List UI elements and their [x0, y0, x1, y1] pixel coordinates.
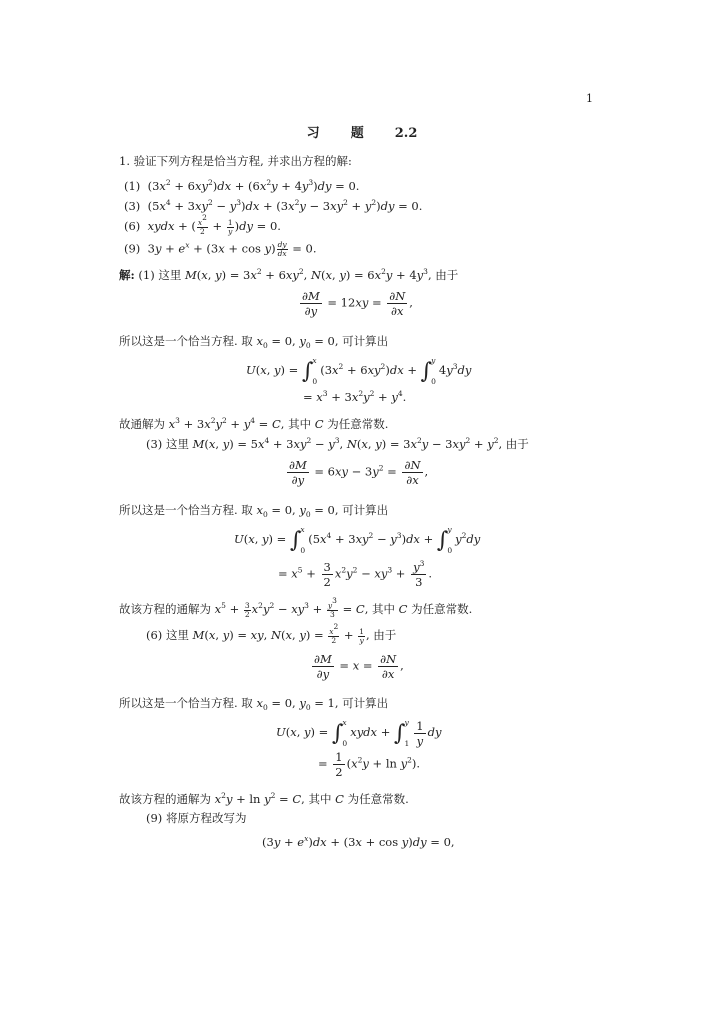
section-title — [0, 122, 724, 141]
solution-3-general: 故该方程的通解为 $x^5$ + $\frac{3}{2}$ $x^2y^2 - xy^3$ + $\frac{y^3}{3}$ = C, 其中 C 为任意常数. — [119, 596, 473, 619]
solution-1-integral: U(x, y) = ∫ x 0 $(3x^2 + 6xy^2)dx$ + ∫ y 0 $4y^3dy$ — [246, 356, 472, 386]
problem-statement: 1. 验证下列方程是恰当方程, 并求出方程的解: — [119, 154, 352, 168]
solution-1-intro: 解: (1) 这里 M(x, $y) = 3x^2 + 6xy^2$, N(x, $y) = 6x^2y + 4y^3$, 由于 — [119, 267, 459, 282]
equation-item-9: (9) $3y + e^x + (3x + \cos y)$ $\frac{dy}{dx}$ = 0. — [124, 240, 317, 258]
solution-9-intro: (9) 将原方程改写为 — [146, 811, 247, 825]
equation-item-6: (6) xydx + ( $\frac{x^2}{2}$ + $\frac{1}{y}$ )dy = 0. — [124, 213, 281, 236]
solution-3-integral: U(x, y) = ∫ x 0 $(5x^4 + 3xy^2 - y^3)dx$ + ∫ y 0 $y^2dy$ — [234, 525, 481, 555]
solution-6-result: = $\frac{1}{2}$ $(x^2y + \ln y^2)$. — [318, 750, 421, 779]
page-number: 1 — [586, 92, 593, 105]
equation-item-3: (3) $(5x^4 + 3xy^2 - y^3)dx + (3x^2y - 3xy^2 + y^2)dy = 0$. — [124, 198, 423, 213]
title-word-2: 题 — [350, 126, 364, 141]
solution-6-exact: 所以这是一个恰当方程. 取 $x_0 = 0$, $y_0 = 1$, 可计算出 — [119, 696, 389, 712]
solution-1-exact: 所以这是一个恰当方程. 取 $x_0 = 0$, $y_0 = 0$, 可计算出 — [119, 334, 389, 350]
title-word-1: 习 — [306, 126, 320, 141]
solution-1-partial-eq: $\frac{\partial M}{\partial y}$ = 12xy = $\frac{\partial N}{\partial x}$ , — [302, 289, 413, 318]
equation-item-1: (1) $(3x^2 + 6xy^2)dx + (6x^2y + 4y^3)dy = 0$. — [124, 178, 360, 193]
solution-3-partial-eq: $\frac{\partial M}{\partial y}$ = $6xy - 3y^2$ = $\frac{\partial N}{\partial x}$ , — [289, 458, 429, 487]
solution-3-intro: (3) 这里 M(x, $y) = 5x^4 + 3xy^2 - y^3$, N(x, $y) = 3x^2y - 3xy^2 + y^2$, 由于 — [146, 436, 529, 451]
title-number: 2.2 — [394, 126, 418, 141]
solution-1-result: = $x^3 + 3x^2y^2 + y^4$. — [303, 389, 407, 404]
solution-1-general: 故通解为 $x^3 + 3x^2y^2 + y^4 = C$, 其中 C 为任意常数. — [119, 416, 389, 431]
solution-9-rewritten: $(3y + e^x)dx + (3x + \cos y)dy = 0$, — [262, 834, 455, 849]
solution-3-result: = $x^5$ + $\frac{3}{2}$ $x^2y^2 - xy^3$ + $\frac{y^3}{3}$ . — [278, 559, 433, 589]
solution-6-intro: (6) 这里 M(x, y) = xy, N(x, y) = $\frac{x^2}{2}$ + $\frac{1}{y}$ , 由于 — [146, 622, 397, 645]
solution-6-integral: U(x, y) = ∫ x 0 xydx + ∫ y 1 $\frac{1}{y}$ dy — [276, 718, 442, 748]
solution-6-general: 故该方程的通解为 $x^2y + \ln y^2 = C$, 其中 C 为任意常数. — [119, 791, 409, 806]
solution-6-partial-eq: $\frac{\partial M}{\partial y}$ = x = $\frac{\partial N}{\partial x}$ , — [314, 652, 404, 681]
solution-3-exact: 所以这是一个恰当方程. 取 $x_0 = 0$, $y_0 = 0$, 可计算出 — [119, 503, 389, 519]
